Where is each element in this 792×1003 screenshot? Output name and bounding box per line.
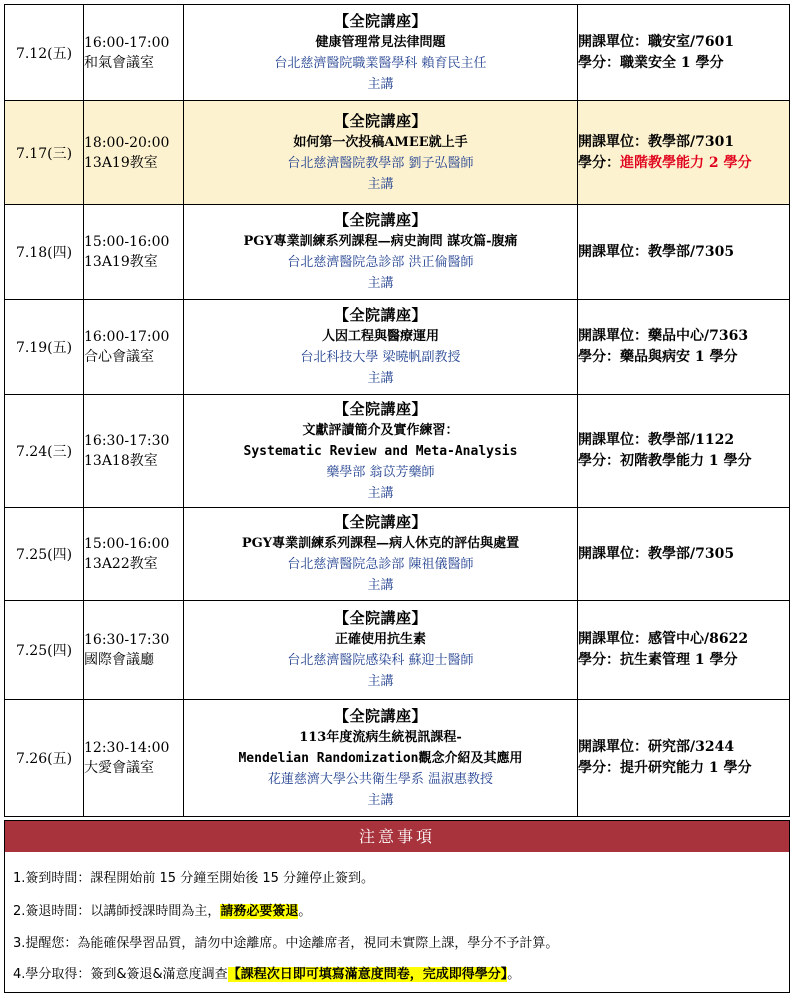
time-text: 16:30-17:30 — [84, 632, 170, 648]
note-signout-end: 。 — [298, 904, 312, 919]
unit-text: 開課單位：教學部/7301 — [578, 133, 735, 150]
speaker: 台北慈濟醫院感染科 蘇迎士醫師 — [287, 653, 474, 668]
room-text: 國際會議廳 — [84, 652, 154, 668]
host-label: 主講 — [367, 276, 394, 291]
lecture-title: 健康管理常見法律問題 — [315, 34, 446, 50]
lecture-title: 如何第一次投稿AMEE就上手 — [293, 134, 468, 150]
topic-cell — [184, 5, 578, 101]
notes-box — [4, 820, 790, 993]
credit-prefix: 學分： — [578, 760, 620, 776]
date-cell: 7.24(三) — [5, 395, 84, 508]
note-credit-text: 4.學分取得：簽到&簽退&滿意度調查 — [13, 967, 228, 982]
time-text: 16:00-17:00 — [84, 329, 170, 345]
date-cell: 7.19(五) — [5, 300, 84, 395]
room-text: 13A19教室 — [84, 254, 158, 270]
time-text: 16:00-17:00 — [84, 34, 170, 51]
host-label: 主講 — [367, 176, 394, 192]
topic-cell — [184, 601, 578, 700]
lecture-title-line2: Systematic Review and Meta-Analysis — [243, 443, 518, 459]
credit-text: 進階教學能力 2 學分 — [620, 154, 752, 171]
speaker: 台北慈濟醫院急診部 陳祖儀醫師 — [287, 557, 474, 572]
credit-text: 初階教學能力 1 學分 — [620, 453, 752, 469]
lecture-banner: 【全院講座】 — [333, 513, 427, 531]
credit-line — [578, 451, 789, 472]
speaker: 台北慈濟醫院急診部 洪正倫醫師 — [287, 255, 474, 270]
unit-text: 開課單位：感管中心/8622 — [578, 631, 749, 647]
time-cell — [84, 5, 184, 101]
credit-prefix: 學分： — [578, 349, 620, 365]
unit-cell — [578, 300, 790, 395]
room-text: 13A18教室 — [84, 453, 158, 469]
unit-cell — [578, 101, 790, 205]
note-signin: 1.簽到時間：課程開始前 15 分鐘至開始後 15 分鐘停止簽到。 — [13, 871, 375, 886]
table-row — [5, 205, 790, 300]
host-label: 主講 — [367, 578, 394, 593]
table-row — [5, 101, 790, 205]
unit-cell — [578, 5, 790, 101]
host-label: 主講 — [367, 792, 394, 808]
credit-line — [578, 347, 789, 368]
lecture-banner: 【全院講座】 — [333, 706, 427, 725]
date-cell: 7.17(三) — [5, 101, 84, 205]
lecture-title: 正確使用抗生素 — [334, 632, 426, 647]
lecture-banner: 【全院講座】 — [333, 111, 427, 130]
credit-line — [578, 650, 789, 671]
date-cell: 7.25(四) — [5, 508, 84, 601]
unit-text: 開課單位：研究部/3244 — [578, 739, 735, 755]
time-cell — [84, 395, 184, 508]
lecture-title: 人因工程與醫療運用 — [321, 329, 439, 344]
credit-prefix: 學分： — [578, 453, 620, 469]
lecture-title-line2: Mendelian Randomization觀念介紹及其應用 — [238, 750, 523, 766]
lecture-banner: 【全院講座】 — [333, 211, 427, 229]
credit-text: 藥品與病安 1 學分 — [620, 349, 738, 365]
credit-line — [578, 153, 789, 174]
unit-text: 開課單位：教學部/7305 — [578, 545, 735, 562]
host-label: 主講 — [367, 371, 394, 386]
unit-cell — [578, 508, 790, 601]
date-cell: 7.25(四) — [5, 601, 84, 700]
time-text: 15:00-16:00 — [84, 234, 170, 250]
room-text: 13A22教室 — [84, 556, 158, 572]
notes-title: 注意事項 — [5, 821, 789, 852]
note-credit — [13, 963, 520, 982]
table-row — [5, 601, 790, 700]
topic-cell — [184, 700, 578, 817]
unit-cell — [578, 700, 790, 817]
credit-text: 提升研究能力 1 學分 — [620, 760, 752, 776]
time-cell — [84, 101, 184, 205]
topic-cell — [184, 508, 578, 601]
lecture-title: PGY專業訓練系列課程—病史詢問 謀攻篇-腹痛 — [243, 234, 518, 249]
unit-cell — [578, 395, 790, 508]
credit-prefix: 學分： — [578, 54, 620, 71]
time-cell — [84, 700, 184, 817]
lecture-title: 113年度流病生統視訊課程- — [299, 729, 462, 745]
date-cell: 7.12(五) — [5, 5, 84, 101]
unit-text: 開課單位：職安室/7601 — [578, 33, 735, 50]
speaker: 台北科技大學 梁曉帆副教授 — [300, 350, 461, 365]
host-label: 主講 — [367, 485, 394, 501]
time-cell — [84, 601, 184, 700]
lecture-banner: 【全院講座】 — [333, 609, 427, 627]
unit-cell — [578, 205, 790, 300]
speaker: 台北慈濟醫院職業醫學科 賴育民主任 — [274, 55, 487, 71]
table-row — [5, 700, 790, 817]
note-signout-emphasis: 請務必要簽退 — [220, 904, 299, 919]
speaker: 台北慈濟醫院教學部 劉子弘醫師 — [287, 155, 474, 171]
topic-cell — [184, 101, 578, 205]
lecture-banner: 【全院講座】 — [333, 399, 427, 418]
lecture-title: 文獻評讀簡介及實作練習： — [302, 422, 459, 438]
unit-text: 開課單位：藥品中心/7363 — [578, 328, 749, 344]
topic-cell — [184, 205, 578, 300]
room-text: 和氣會議室 — [84, 54, 154, 71]
note-credit-emphasis: 【課程次日即可填寫滿意度問卷，完成即得學分】 — [227, 967, 508, 982]
date-cell: 7.26(五) — [5, 700, 84, 817]
speaker: 藥學部 翁苡芳藥師 — [326, 464, 435, 480]
time-text: 18:00-20:00 — [84, 134, 170, 151]
credit-text: 職業安全 1 學分 — [620, 54, 724, 71]
lecture-banner: 【全院講座】 — [333, 306, 427, 324]
host-label: 主講 — [367, 674, 394, 689]
time-cell — [84, 205, 184, 300]
credit-prefix: 學分： — [578, 154, 620, 171]
topic-cell — [184, 395, 578, 508]
time-cell — [84, 508, 184, 601]
unit-cell — [578, 601, 790, 700]
room-text: 大愛會議室 — [84, 760, 154, 776]
lecture-banner: 【全院講座】 — [333, 11, 427, 30]
unit-text: 開課單位：教學部/7305 — [578, 243, 735, 260]
speaker: 花蓮慈濟大學公共衛生學系 温淑惠教授 — [267, 771, 494, 787]
time-cell — [84, 300, 184, 395]
note-credit-end: 。 — [507, 967, 521, 982]
room-text: 合心會議室 — [84, 349, 154, 365]
time-text: 16:30-17:30 — [84, 433, 170, 449]
schedule-table — [4, 4, 790, 817]
note-reminder: 3.提醒您：為能確保學習品質，請勿中途離席。中途離席者，視同未實際上課，學分不予計算。 — [13, 936, 559, 951]
credit-text: 抗生素管理 1 學分 — [620, 652, 738, 668]
unit-text: 開課單位：教學部/1122 — [578, 432, 735, 448]
lecture-title: PGY專業訓練系列課程—病人休克的評估與處置 — [241, 536, 520, 551]
credit-line — [578, 53, 789, 74]
time-text: 12:30-14:00 — [84, 740, 170, 756]
table-row — [5, 395, 790, 508]
room-text: 13A19教室 — [84, 154, 158, 171]
topic-cell — [184, 300, 578, 395]
table-row — [5, 5, 790, 101]
date-cell: 7.18(四) — [5, 205, 84, 300]
credit-prefix: 學分： — [578, 652, 620, 668]
table-row — [5, 300, 790, 395]
note-signout-text: 2.簽退時間：以講師授課時間為主， — [13, 904, 221, 919]
table-row — [5, 508, 790, 601]
credit-line — [578, 758, 789, 779]
note-signout — [13, 900, 311, 919]
host-label: 主講 — [367, 76, 394, 92]
time-text: 15:00-16:00 — [84, 536, 170, 552]
